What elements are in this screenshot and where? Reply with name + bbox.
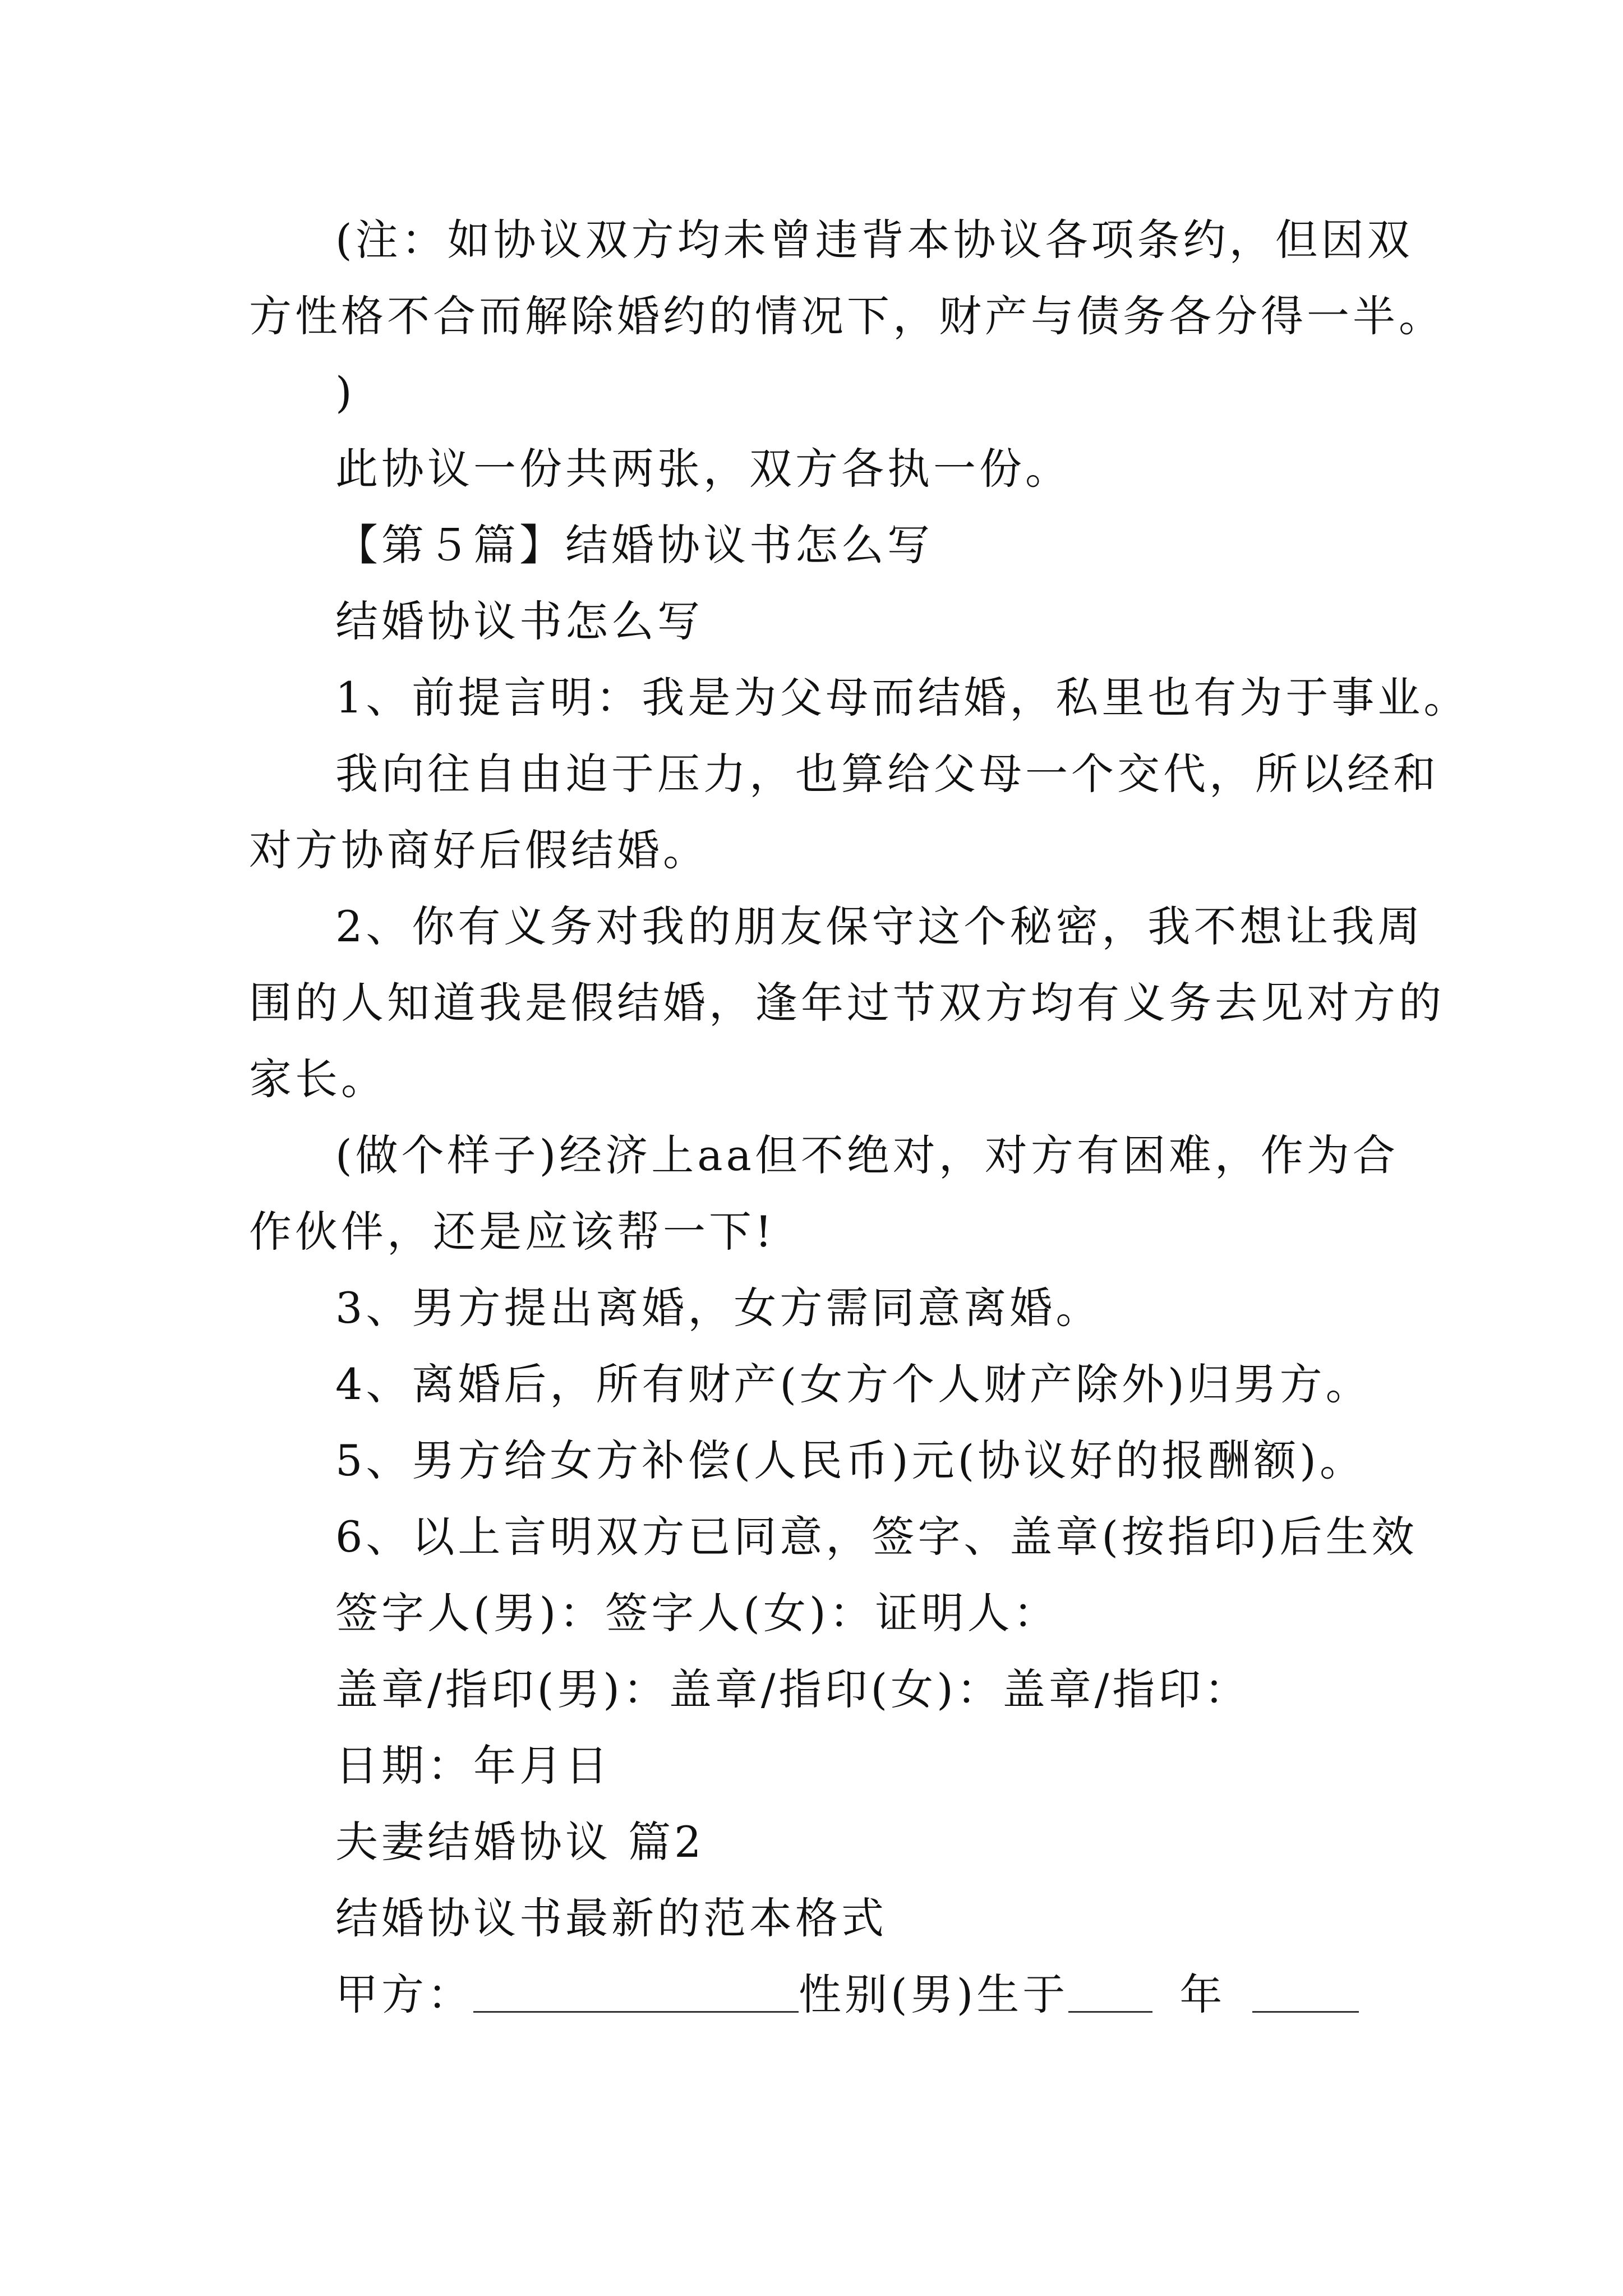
name-blank — [473, 1972, 799, 2013]
text-line-11: 围的人知道我是假结婚，逢年过节双方均有义务去见对方的 — [249, 978, 1445, 1028]
section-heading-2: 夫妻结婚协议 篇2 — [335, 1817, 705, 1867]
clause-1: 1、前提言明：我是为父母而结婚，私里也有为于事业。 — [335, 673, 1470, 723]
section-subtitle: 结婚协议书怎么写 — [335, 596, 703, 646]
clause-2: 2、你有义务对我的朋友保守这个秘密，我不想让我周 — [335, 901, 1424, 951]
text-line-2: 方性格不合而解除婚约的情况下，财产与债务各分得一半。 — [249, 291, 1445, 341]
clause-4: 4、离婚后，所有财产(女方个人财产除外)归男方。 — [335, 1359, 1372, 1409]
template-title: 结婚协议书最新的范本格式 — [335, 1893, 887, 1943]
birth-month-blank — [1252, 1972, 1359, 2013]
clause-6: 6、以上言明双方已同意，签字、盖章(按指印)后生效 — [335, 1512, 1418, 1562]
text-line-12: 家长。 — [249, 1054, 387, 1104]
clause-3: 3、男方提出离婚，女方需同意离婚。 — [335, 1283, 1102, 1333]
signature-line: 签字人(男)：签字人(女)：证明人： — [335, 1588, 1059, 1638]
gender-label: 性别(男)生于 — [799, 1970, 1069, 2019]
seal-line: 盖章/指印(男)：盖章/指印(女)：盖章/指印： — [335, 1664, 1251, 1714]
text-line-9: 对方协商好后假结婚。 — [249, 825, 709, 875]
birth-year-blank — [1068, 1972, 1152, 2013]
party-a-form-line — [335, 1967, 1359, 2023]
date-line: 日期：年月日 — [335, 1741, 611, 1791]
year-label: 年 — [1179, 1970, 1226, 2019]
text-line-4: 此协议一份共两张，双方各执一份。 — [335, 444, 1071, 494]
text-line-14: 作伙伴，还是应该帮一下! — [249, 1207, 776, 1257]
text-line-1: (注：如协议双方均未曾违背本协议各项条约，但因双 — [335, 215, 1413, 265]
text-line-13: (做个样子)经济上aa但不绝对，对方有困难，作为合 — [335, 1130, 1399, 1180]
clause-5: 5、男方给女方补偿(人民币)元(协议好的报酬额)。 — [335, 1435, 1366, 1485]
text-line-8: 我向往自由迫于压力，也算给父母一个交代，所以经和 — [335, 749, 1439, 799]
party-a-label: 甲方： — [335, 1970, 473, 2019]
section-heading: 【第５篇】结婚协议书怎么写 — [335, 520, 933, 570]
text-line-3: ) — [335, 367, 356, 417]
